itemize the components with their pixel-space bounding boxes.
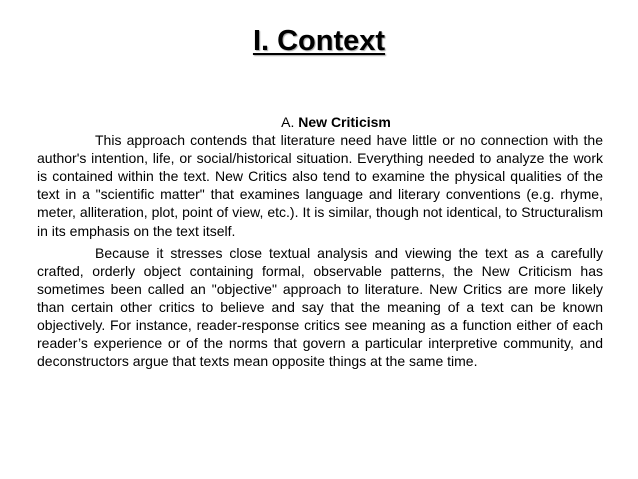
section-heading	[69, 113, 603, 131]
section-prefix: A.	[281, 114, 299, 130]
paragraph-1: This approach contends that literature need have little or no connection with the author's intention, life, or social/historical situation. Everything needed to analyze the work is contained within the text. New Critics also tend to examine the physical qualities of the text in a "scientific matter" that examines language and literary conventions (e.g. rhyme, meter, alliteration, plot, point of view, etc.). It is similar, though not identical, to Structuralism in its emphasis on the text itself.	[37, 132, 603, 239]
slide-title: I. Context	[252, 25, 386, 57]
section-title: New Criticism	[298, 114, 391, 130]
paragraph-2: Because it stresses close textual analysis and viewing the text as a carefully crafted, orderly object containing formal, observable patterns, the New Criticism has sometimes been called an "objective" approach to literature. New Critics are more likely than certain other critics to believe and say that the meaning of a text can be known objectively. For instance, reader-response critics see meaning as a function either of each reader’s experience or of the norms that govern a particular interpretive community, and deconstructors argue that texts mean opposite things at the same time.	[37, 244, 603, 370]
slide-body	[37, 113, 603, 370]
